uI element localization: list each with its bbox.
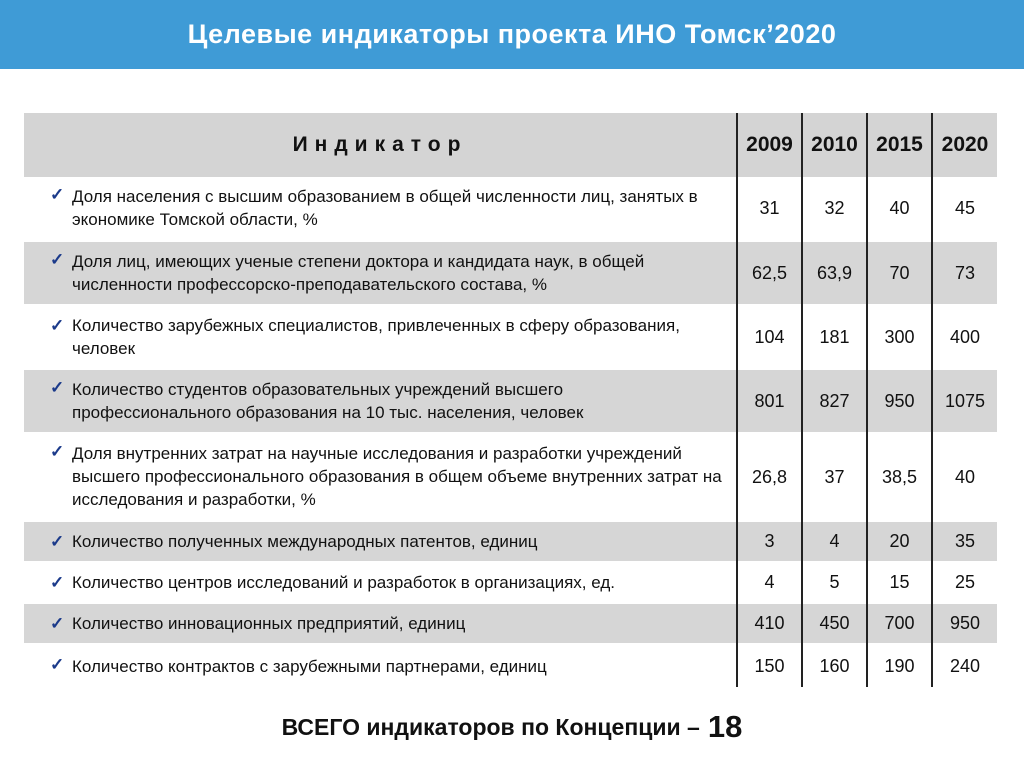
year-column-header: 2010 bbox=[802, 113, 867, 177]
value-cell-2009: 104 bbox=[737, 305, 802, 369]
value-cell-2020: 240 bbox=[932, 644, 997, 687]
value-cell-2010: 827 bbox=[802, 369, 867, 433]
value-cell-2009: 62,5 bbox=[737, 241, 802, 305]
footer-summary-text: ВСЕГО индикаторов по Концепции – bbox=[281, 713, 700, 740]
value-cell-2009: 3 bbox=[737, 521, 802, 562]
value-cell-2020: 950 bbox=[932, 603, 997, 644]
checkmark-icon: ✓ bbox=[50, 655, 65, 674]
year-column-header: 2009 bbox=[737, 113, 802, 177]
table-row bbox=[24, 177, 997, 241]
value-cell-2010: 450 bbox=[802, 603, 867, 644]
indicator-text: Количество центров исследований и разработок в организациях, ед. bbox=[72, 573, 615, 592]
value-cell-2010: 32 bbox=[802, 177, 867, 241]
value-cell-2015: 950 bbox=[867, 369, 932, 433]
table-row bbox=[24, 603, 997, 644]
value-cell-2010: 181 bbox=[802, 305, 867, 369]
indicator-text: Доля населения с высшим образованием в общей численности лиц, занятых в экономике Томской области, % bbox=[72, 187, 698, 229]
value-cell-2015: 700 bbox=[867, 603, 932, 644]
value-cell-2015: 38,5 bbox=[867, 433, 932, 521]
value-cell-2010: 4 bbox=[802, 521, 867, 562]
indicator-cell bbox=[24, 644, 737, 687]
value-cell-2015: 20 bbox=[867, 521, 932, 562]
indicator-cell bbox=[24, 521, 737, 562]
table-row bbox=[24, 562, 997, 603]
checkmark-icon: ✓ bbox=[50, 442, 65, 461]
value-cell-2009: 410 bbox=[737, 603, 802, 644]
value-cell-2010: 37 bbox=[802, 433, 867, 521]
table-row bbox=[24, 241, 997, 305]
value-cell-2020: 1075 bbox=[932, 369, 997, 433]
checkmark-icon: ✓ bbox=[50, 532, 65, 551]
indicator-text: Доля лиц, имеющих ученые степени доктора и кандидата наук, в общей численности профессорско-преподавательского состава, % bbox=[72, 252, 645, 294]
value-cell-2010: 160 bbox=[802, 644, 867, 687]
year-column-header: 2020 bbox=[932, 113, 997, 177]
checkmark-icon: ✓ bbox=[50, 185, 65, 204]
indicator-text: Количество зарубежных специалистов, привлеченных в сферу образования, человек bbox=[72, 316, 680, 358]
table-header-row bbox=[24, 113, 997, 177]
indicator-text: Количество студентов образовательных учреждений высшего профессионального образования на 10 тыс. населения, человек bbox=[72, 380, 584, 422]
checkmark-icon: ✓ bbox=[50, 250, 65, 269]
value-cell-2009: 150 bbox=[737, 644, 802, 687]
value-cell-2010: 5 bbox=[802, 562, 867, 603]
year-column-header: 2015 bbox=[867, 113, 932, 177]
checkmark-icon: ✓ bbox=[50, 316, 65, 335]
value-cell-2015: 300 bbox=[867, 305, 932, 369]
value-cell-2020: 40 bbox=[932, 433, 997, 521]
value-cell-2015: 15 bbox=[867, 562, 932, 603]
value-cell-2009: 31 bbox=[737, 177, 802, 241]
table-row bbox=[24, 369, 997, 433]
indicator-cell bbox=[24, 562, 737, 603]
value-cell-2020: 400 bbox=[932, 305, 997, 369]
value-cell-2020: 25 bbox=[932, 562, 997, 603]
checkmark-icon: ✓ bbox=[50, 378, 65, 397]
page-title: Целевые индикаторы проекта ИНО Томск’2020 bbox=[187, 19, 837, 49]
indicator-cell bbox=[24, 305, 737, 369]
table-row bbox=[24, 644, 997, 687]
table-row bbox=[24, 433, 997, 521]
value-cell-2015: 40 bbox=[867, 177, 932, 241]
value-cell-2010: 63,9 bbox=[802, 241, 867, 305]
table-row bbox=[24, 305, 997, 369]
indicator-cell bbox=[24, 433, 737, 521]
footer-total-count: 18 bbox=[707, 709, 743, 744]
value-cell-2015: 70 bbox=[867, 241, 932, 305]
value-cell-2009: 4 bbox=[737, 562, 802, 603]
title-bar bbox=[0, 0, 1024, 69]
indicator-text: Количество полученных международных патентов, единиц bbox=[72, 532, 538, 551]
indicator-text: Количество инновационных предприятий, единиц bbox=[72, 614, 466, 633]
value-cell-2009: 801 bbox=[737, 369, 802, 433]
indicator-cell bbox=[24, 241, 737, 305]
checkmark-icon: ✓ bbox=[50, 573, 65, 592]
footer-summary bbox=[0, 700, 1024, 754]
indicator-text: Количество контрактов с зарубежными партнерами, единиц bbox=[72, 656, 547, 676]
value-cell-2009: 26,8 bbox=[737, 433, 802, 521]
value-cell-2020: 35 bbox=[932, 521, 997, 562]
checkmark-icon: ✓ bbox=[50, 614, 65, 633]
table-row bbox=[24, 521, 997, 562]
indicator-column-header: Индикатор bbox=[24, 113, 737, 177]
value-cell-2020: 45 bbox=[932, 177, 997, 241]
indicator-cell bbox=[24, 603, 737, 644]
value-cell-2020: 73 bbox=[932, 241, 997, 305]
indicator-cell bbox=[24, 177, 737, 241]
indicators-table-wrapper bbox=[24, 113, 997, 687]
value-cell-2015: 190 bbox=[867, 644, 932, 687]
indicator-cell bbox=[24, 369, 737, 433]
indicators-table bbox=[24, 113, 997, 687]
indicator-text: Доля внутренних затрат на научные исследования и разработки учреждений высшего профессионального образования в общем объеме внутренних затрат на исследования и разработки, % bbox=[72, 444, 722, 509]
